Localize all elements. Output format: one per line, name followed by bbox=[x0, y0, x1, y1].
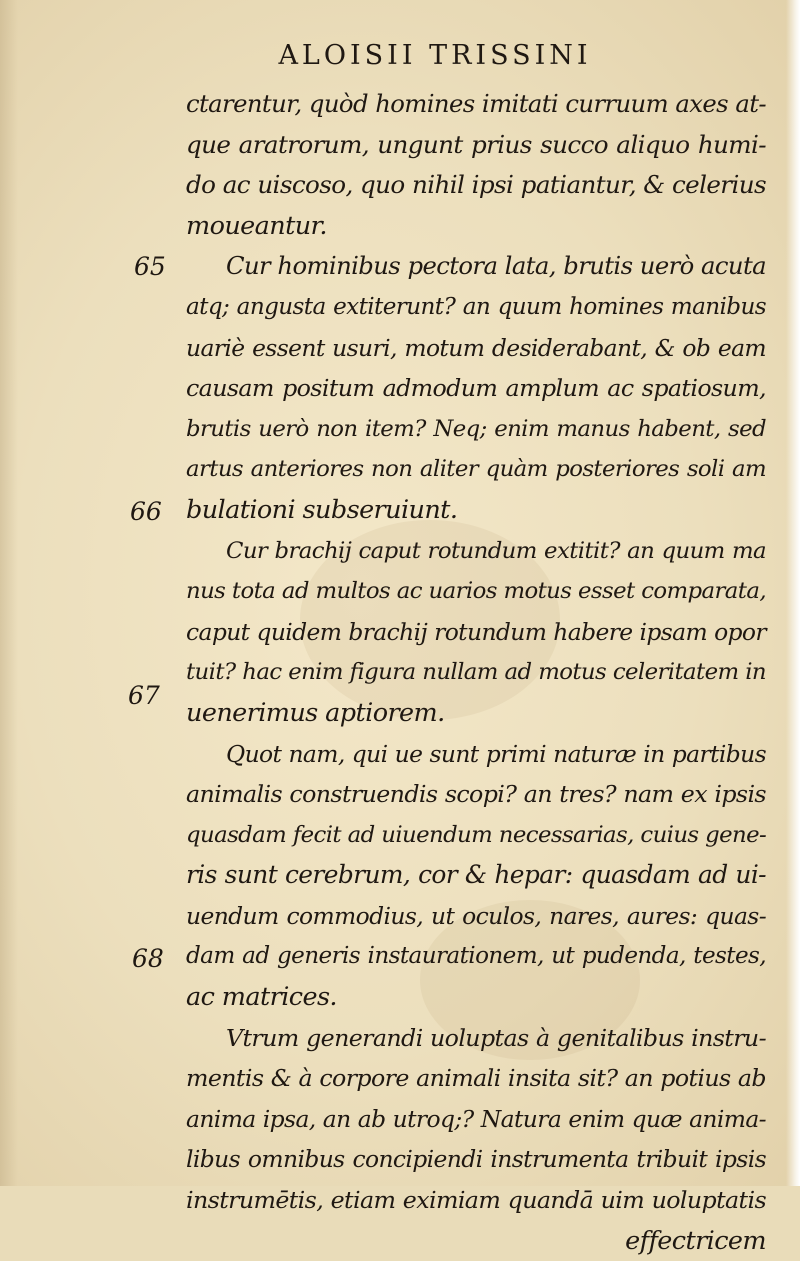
text-line: libus omnibus concipiendi instrumenta tribuit ipsis bbox=[186, 1145, 766, 1174]
section-number: 68 bbox=[132, 944, 164, 973]
text-line: artus anteriores non aliter quàm posteriores soli am bbox=[186, 456, 766, 483]
text-line: dam ad generis instaurationem, ut pudenda, testes, bbox=[186, 943, 766, 970]
text-line: causam positum admodum amplum ac spatiosum, bbox=[186, 374, 766, 403]
text-line: animalis construendis scopi? an tres? nam ex ipsis bbox=[186, 780, 766, 809]
text-line: que aratrorum, ungunt prius succo aliquo humi- bbox=[186, 129, 766, 159]
text-line: nus tota ad multos ac uarios motus esset comparata, bbox=[186, 578, 766, 605]
section-number: 65 bbox=[134, 252, 166, 281]
text-line: atq; angusta extiterunt? an quum homines manibus bbox=[186, 293, 766, 320]
text-line: instrumētis, etiam eximiam quandā uim uoluptatis bbox=[186, 1186, 766, 1215]
text-line: brutis uerò non item? Neq; enim manus habent, sed bbox=[186, 415, 766, 442]
text-line: uariè essent usuri, motum desiderabant, & ob eam bbox=[186, 333, 766, 362]
text-line: ctarentur, quòd homines imitati curruum axes at- bbox=[186, 89, 766, 118]
text-line: Cur hominibus pectora lata, brutis uerò acuta bbox=[226, 251, 766, 281]
text-line: moueantur. bbox=[186, 210, 327, 241]
text-line: caput quidem brachij rotundum habere ipsam opor bbox=[186, 617, 766, 646]
text-line: uendum commodius, ut oculos, nares, aures: quas- bbox=[186, 901, 766, 930]
page-gutter-shadow bbox=[0, 0, 18, 1186]
text-line: uenerimus aptiorem. bbox=[186, 697, 445, 728]
text-line: Quot nam, qui ue sunt primi naturæ in partibus bbox=[226, 739, 766, 768]
body-text bbox=[186, 84, 766, 1261]
text-line: do ac uiscoso, quo nihil ipsi patiantur, & celerius bbox=[186, 170, 766, 200]
text-line: anima ipsa, an ab utroq;? Natura enim quæ anima- bbox=[186, 1104, 766, 1133]
catchword: effectricem bbox=[625, 1225, 766, 1256]
text-line: tuit? hac enim figura nullam ad motus celeritatem in bbox=[186, 659, 766, 686]
section-number: 66 bbox=[130, 497, 162, 526]
text-line: bulationi subseruiunt. bbox=[186, 494, 458, 525]
text-line: Cur brachij caput rotundum extitit? an quum ma bbox=[226, 537, 766, 564]
text-line: quasdam fecit ad uiuendum necessarias, cuius gene- bbox=[186, 821, 767, 848]
text-line: mentis & à corpore animali insita sit? an potius ab bbox=[186, 1064, 766, 1093]
text-line: ris sunt cerebrum, cor & hepar: quasdam ad ui- bbox=[186, 860, 766, 890]
running-head: ALOISII TRISSINI bbox=[278, 40, 592, 71]
section-number: 67 bbox=[128, 681, 160, 710]
page-edge bbox=[786, 0, 800, 1186]
text-line: Vtrum generandi uoluptas à genitalibus instru- bbox=[226, 1023, 766, 1052]
text-line: ac matrices. bbox=[186, 982, 337, 1013]
